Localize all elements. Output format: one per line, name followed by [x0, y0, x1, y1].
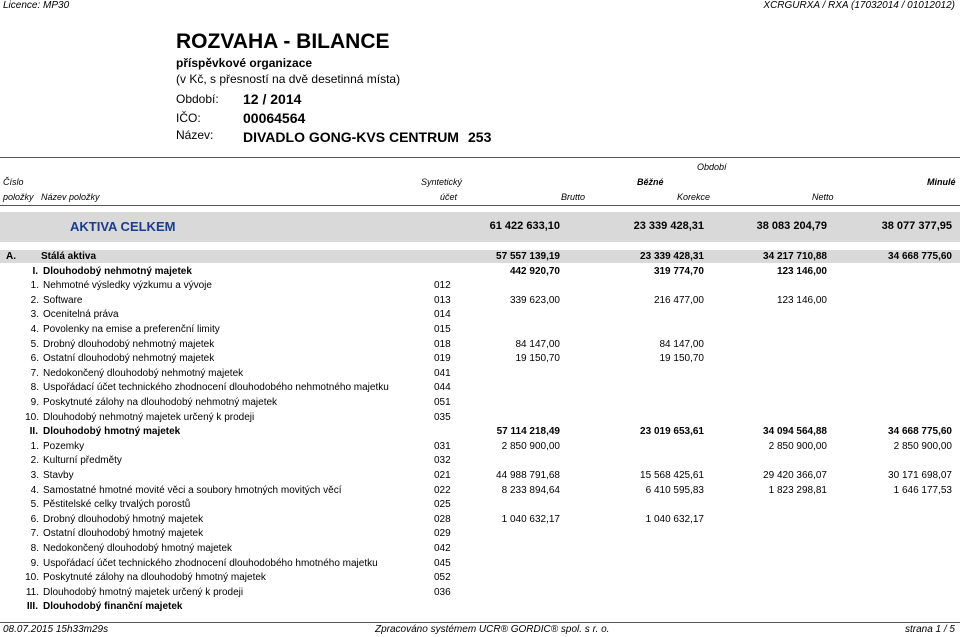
row-brutto: 57 114 218,49 [496, 426, 560, 438]
table-row [0, 251, 960, 265]
col-korekce: Korekce [677, 192, 711, 202]
col-bezne: Běžné [637, 177, 664, 187]
row-account: 018 [434, 338, 451, 350]
row-number: A. [6, 251, 16, 262]
total-netto: 38 083 204,79 [756, 220, 827, 232]
row-number: 7. [30, 367, 39, 379]
col-netto: Netto [812, 192, 834, 202]
row-name: Uspořádací účet technického zhodnocení dlouhodobého nehmotného majetku [43, 382, 389, 394]
name-label: Název: [176, 128, 214, 142]
total-korekce: 23 339 428,31 [633, 220, 704, 232]
row-name: Poskytnuté zálohy na dlouhodobý hmotný majetek [43, 572, 266, 584]
table-row [0, 485, 960, 499]
row-name: Dlouhodobý finanční majetek [43, 601, 183, 613]
organization-code: 253 [468, 129, 492, 145]
license-label: Licence: MP30 [3, 0, 70, 11]
footer-page: strana 1 / 5 [904, 624, 955, 635]
row-netto: 2 850 900,00 [768, 440, 827, 452]
row-number: I. [32, 265, 38, 277]
row-name: Pěstitelské celky trvalých porostů [43, 499, 191, 511]
table-row [0, 339, 960, 353]
table-row [0, 324, 960, 338]
row-name: Ostatní dlouhodobý nehmotný majetek [43, 353, 215, 365]
row-account: 045 [434, 557, 451, 569]
row-korekce: 23 339 428,31 [640, 251, 704, 262]
row-number: 8. [30, 543, 39, 554]
table-row [0, 426, 960, 440]
ico-label: IČO: [176, 111, 201, 125]
row-korekce: 23 019 653,61 [640, 426, 704, 438]
row-korekce: 84 147,00 [659, 338, 704, 350]
row-brutto: 339 623,00 [509, 294, 560, 306]
row-account: 051 [434, 397, 451, 408]
row-account: 052 [434, 572, 451, 584]
row-account: 041 [434, 367, 451, 379]
row-name: Samostatné hmotné movité věci a soubory hmotných movitých věcí [43, 484, 342, 496]
row-account: 035 [434, 411, 451, 423]
row-number: 9. [30, 557, 39, 569]
report-subtitle: příspěvkové organizace [176, 56, 313, 70]
total-brutto: 61 422 633,10 [489, 220, 560, 232]
row-name: Stavby [43, 470, 74, 481]
row-korekce: 15 568 425,61 [640, 470, 704, 481]
row-number: 1. [30, 280, 39, 292]
report-title: ROZVAHA - BILANCE [176, 30, 390, 53]
row-account: 029 [434, 528, 451, 540]
row-name: Kulturní předměty [43, 455, 122, 467]
row-number: 10. [25, 411, 39, 423]
row-number: III. [26, 601, 38, 613]
row-account: 012 [434, 280, 451, 292]
row-account: 015 [434, 324, 451, 335]
row-account: 032 [434, 455, 451, 467]
header-top-rule [0, 157, 960, 158]
row-number: 4. [30, 484, 39, 496]
row-korekce: 19 150,70 [659, 353, 704, 365]
row-number: 3. [30, 309, 39, 321]
row-number: 6. [30, 513, 39, 525]
row-name: Stálá aktiva [41, 251, 97, 262]
row-name: Uspořádací účet technického zhodnocení dlouhodobého hmotného majetku [43, 557, 378, 569]
table-row [0, 499, 960, 513]
row-account: 022 [434, 484, 451, 496]
table-row [0, 558, 960, 572]
row-netto: 29 420 366,07 [763, 470, 827, 481]
row-minule: 1 646 177,53 [893, 484, 952, 496]
row-netto: 123 146,00 [776, 265, 827, 277]
top-bar [0, 0, 960, 12]
row-minule: 34 668 775,60 [888, 426, 952, 438]
total-minule: 38 077 377,95 [881, 220, 952, 232]
row-name: Dlouhodobý hmotný majetek určený k prodeji [43, 586, 244, 598]
row-brutto: 44 988 791,68 [496, 470, 560, 481]
table-row [0, 280, 960, 294]
col-synteticky: Syntetický [421, 177, 463, 187]
table-row [0, 295, 960, 309]
row-account: 025 [434, 499, 451, 511]
row-korekce: 1 040 632,17 [645, 513, 704, 525]
row-number: 6. [30, 353, 39, 365]
report-code: XCRGURXA / RXA (17032014 / 01012012) [763, 0, 955, 11]
footer-timestamp: 08.07.2015 15h33m29s [3, 624, 109, 635]
row-minule: 30 171 698,07 [888, 470, 952, 481]
period-label: Období: [176, 92, 219, 106]
row-number: 5. [30, 499, 39, 511]
row-name: Pozemky [43, 440, 85, 452]
row-name: Nedokončený dlouhodobý hmotný majetek [43, 543, 233, 554]
footer-processed: Zpracováno systémem UCR® GORDIC® spol. s r. o. [375, 624, 610, 635]
row-name: Drobný dlouhodobý hmotný majetek [43, 513, 204, 525]
row-brutto: 2 850 900,00 [501, 440, 560, 452]
row-account: 031 [434, 440, 451, 452]
table-row [0, 601, 960, 615]
table-row [0, 412, 960, 426]
row-brutto: 8 233 894,64 [501, 484, 560, 496]
table-row [0, 266, 960, 280]
row-name: Dlouhodobý nehmotný majetek [43, 265, 192, 277]
col-cislo: Číslo [3, 177, 24, 187]
table-row [0, 382, 960, 396]
row-account: 028 [434, 513, 451, 525]
total-label: AKTIVA CELKEM [70, 219, 176, 234]
table-row [0, 514, 960, 528]
table-row [0, 441, 960, 455]
row-number: 1. [30, 440, 39, 452]
col-minule: Minulé [927, 177, 956, 187]
row-korekce: 319 774,70 [653, 265, 704, 277]
row-number: 8. [30, 382, 39, 394]
row-name: Dlouhodobý nehmotný majetek určený k prodeji [43, 411, 255, 423]
row-name: Software [43, 294, 83, 306]
row-brutto: 1 040 632,17 [501, 513, 560, 525]
table-row [0, 397, 960, 411]
row-number: 9. [30, 397, 39, 408]
row-account: 044 [434, 382, 451, 394]
row-name: Ocenitelná práva [43, 309, 119, 321]
row-account: 014 [434, 309, 451, 321]
row-number: 2. [30, 455, 39, 467]
row-account: 021 [434, 470, 451, 481]
row-name: Dlouhodobý hmotný majetek [43, 426, 181, 438]
header-bottom-rule [0, 205, 960, 206]
row-name: Poskytnuté zálohy na dlouhodobý nehmotný majetek [43, 397, 278, 408]
row-minule: 2 850 900,00 [893, 440, 952, 452]
col-nazev-polozky: Název položky [41, 192, 100, 202]
footer [0, 622, 960, 637]
row-number: 2. [30, 294, 39, 306]
row-name: Povolenky na emise a preferenční limity [43, 324, 220, 335]
table-row [0, 368, 960, 382]
row-name: Nedokončený dlouhodobý nehmotný majetek [43, 367, 244, 379]
row-number: 11. [25, 586, 39, 598]
table-row [0, 353, 960, 367]
row-account: 042 [434, 543, 451, 554]
table-row [0, 528, 960, 542]
row-minule: 34 668 775,60 [888, 251, 952, 262]
row-brutto: 84 147,00 [515, 338, 560, 350]
table-row [0, 543, 960, 557]
row-netto: 34 217 710,88 [763, 251, 827, 262]
col-polozky: položky [3, 192, 34, 202]
table-row [0, 470, 960, 484]
currency-note: (v Kč, s přesností na dvě desetinná místa) [176, 72, 401, 86]
row-brutto: 19 150,70 [515, 353, 560, 365]
row-number: 7. [30, 528, 39, 540]
row-number: II. [29, 426, 38, 438]
row-brutto: 442 920,70 [509, 265, 560, 277]
row-number: 10. [25, 572, 39, 584]
row-brutto: 57 557 139,19 [496, 251, 560, 262]
table-row [0, 309, 960, 323]
table-row [0, 455, 960, 469]
col-brutto: Brutto [561, 192, 586, 202]
col-obdobi: Období [697, 162, 727, 172]
row-korekce: 6 410 595,83 [645, 484, 704, 496]
ico-value: 00064564 [243, 110, 306, 126]
row-netto: 123 146,00 [776, 294, 827, 306]
row-number: 4. [30, 324, 39, 335]
row-number: 3. [30, 470, 39, 481]
table-row [0, 572, 960, 586]
row-number: 5. [30, 338, 39, 350]
table-row [0, 587, 960, 601]
row-netto: 1 823 298,81 [768, 484, 827, 496]
row-korekce: 216 477,00 [653, 294, 704, 306]
organization-name: DIVADLO GONG-KVS CENTRUM [243, 129, 459, 145]
row-account: 013 [434, 294, 451, 306]
row-account: 036 [434, 586, 451, 598]
row-netto: 34 094 564,88 [763, 426, 827, 438]
period-value: 12 / 2014 [243, 91, 302, 107]
row-name: Drobný dlouhodobý nehmotný majetek [43, 338, 215, 350]
col-ucet: účet [440, 192, 458, 202]
row-name: Ostatní dlouhodobý hmotný majetek [43, 528, 204, 540]
row-account: 019 [434, 353, 451, 365]
row-name: Nehmotné výsledky výzkumu a vývoje [43, 280, 212, 292]
